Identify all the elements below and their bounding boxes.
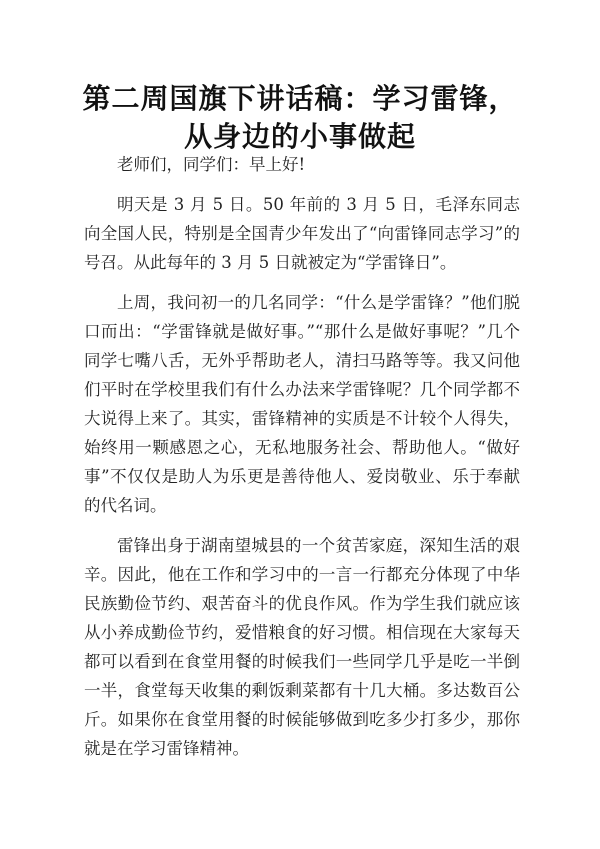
document-body [84,150,520,774]
paragraph-greeting: 老师们，同学们：早上好! [117,155,306,174]
page-title: 第二周国旗下讲话稿：学习雷锋，从身边的小事做起 [82,82,518,153]
paragraph-dialogue: 上周，我问初一的几名同学：“什么是学雷锋？”他们脱口而出：“学雷锋就是做好事。”“那什么是做好事呢？”几个同学七嘴八舌，无外乎帮助老人，清扫马路等等。我又问他们平时在学校里我们有什么办法来学雷锋呢？几个同学都不大说得上来了。其实，雷锋精神的实质是不计较个人得失，始终用一颗感恩之心，无私地服务社会、帮助他人。“做好事”不仅仅是助人为乐更是善待他人、爱岗敬业、乐于奉献的代名词。 [84,293,520,515]
paragraph-background: 雷锋出身于湖南望城县的一个贫苦家庭，深知生活的艰辛。因此，他在工作和学习中的一言一行都充分体现了中华民族勤俭节约、艰苦奋斗的优良作风。作为学生我们就应该从小养成勤俭节约，爱惜粮食的好习惯。相信现在大家每天都可以看到在食堂用餐的时候我们一些同学几乎是吃一半倒一半，食堂每天收集的剩饭剩菜都有十几大桶。多达数百公斤。如果你在食堂用餐的时候能够做到吃多少打多少，那你就是在学习雷锋精神。 [84,536,520,758]
paragraph-intro: 明天是 3 月 5 日。50 年前的 3 月 5 日，毛泽东同志向全国人民，特别是全国青少年发出了“向雷锋同志学习”的号召。从此每年的 3 月 5 日就被定为“学雷锋日”。 [84,195,520,272]
